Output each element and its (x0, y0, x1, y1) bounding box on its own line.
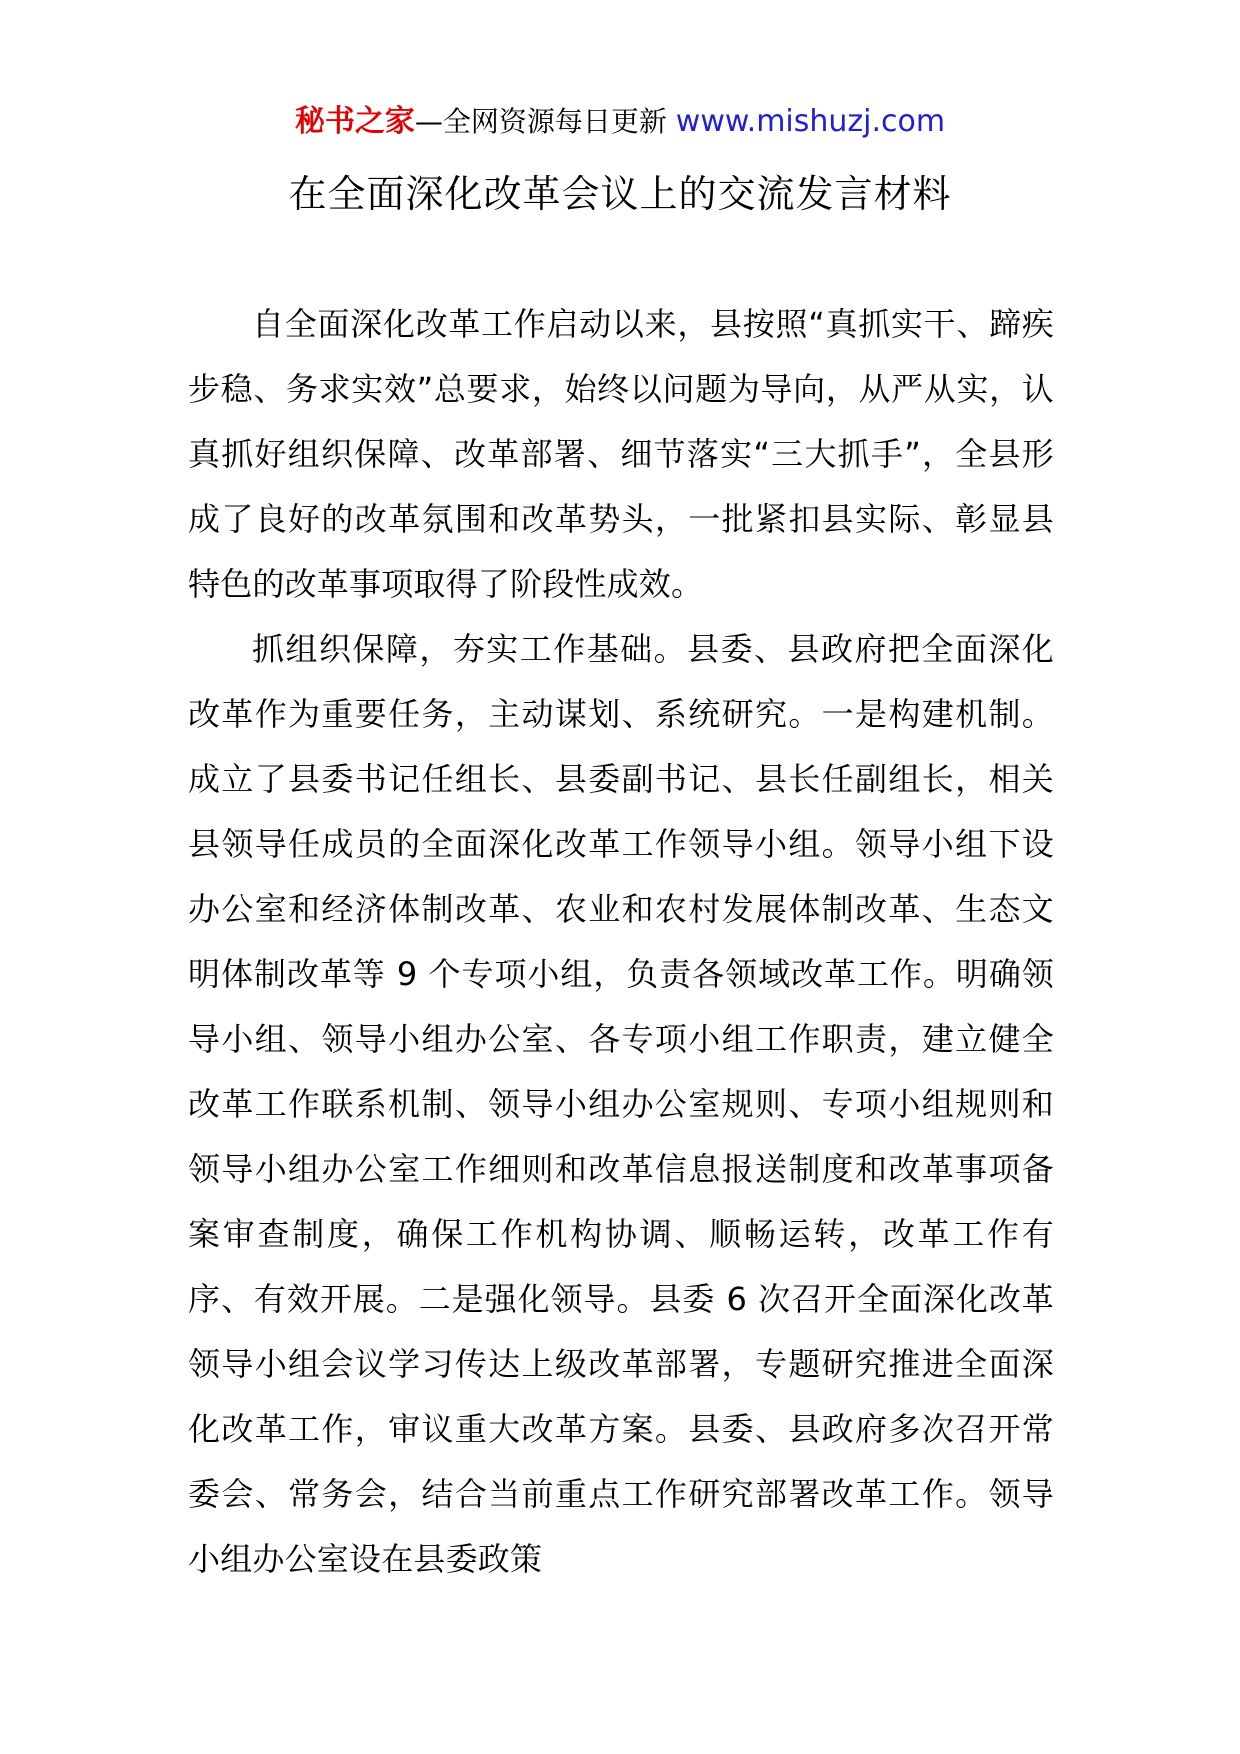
document-title: 在全面深化改革会议上的交流发言材料 (288, 172, 952, 216)
paragraph: 抓组织保障，夯实工作基础。县委、县政府把全面深化改革作为重要任务，主动谋划、系统研究。一是构建机制。成立了县委书记任组长、县委副书记、县长任副组长，相关县领导任成员的全面深化改革工作领导小组。领导小组下设办公室和经济体制改革、农业和农村发展体制改革、生态文明体制改革等 9 个专项小组，负责各领域改革工作。明确领导小组、领导小组办公室、各专项小组工作职责，建立健全改革工作联系机制、领导小组办公室规则、专项小组规则和领导小组办公室工作细则和改革信息报送制度和改革事项备案审查制度，确保工作机构协调、顺畅运转，改革工作有序、有效开展。二是强化领导。县委 6 次召开全面深化改革领导小组会议学习传达上级改革部署，专题研究推进全面深化改革工作，审议重大改革方案。县委、县政府多次召开常委会、常务会，结合当前重点工作研究部署改革工作。领导小组办公室设在县委政策 (188, 630, 1054, 1578)
paragraph: 自全面深化改革工作启动以来，县按照“真抓实干、蹄疾步稳、务求实效”总要求，始终以问题为导向，从严从实，认真抓好组织保障、改革部署、细节落实“三大抓手”，全县形成了良好的改革氛围和改革势头，一批紧扣县实际、彰显县特色的改革事项取得了阶段性成效。 (188, 305, 1054, 603)
document-body (188, 292, 1054, 1592)
site-url-link[interactable]: www.mishuzj.com (675, 104, 946, 139)
site-banner (0, 102, 1240, 142)
banner-slogan: —全网资源每日更新 (414, 105, 676, 138)
brand-name: 秘书之家 (294, 104, 415, 139)
